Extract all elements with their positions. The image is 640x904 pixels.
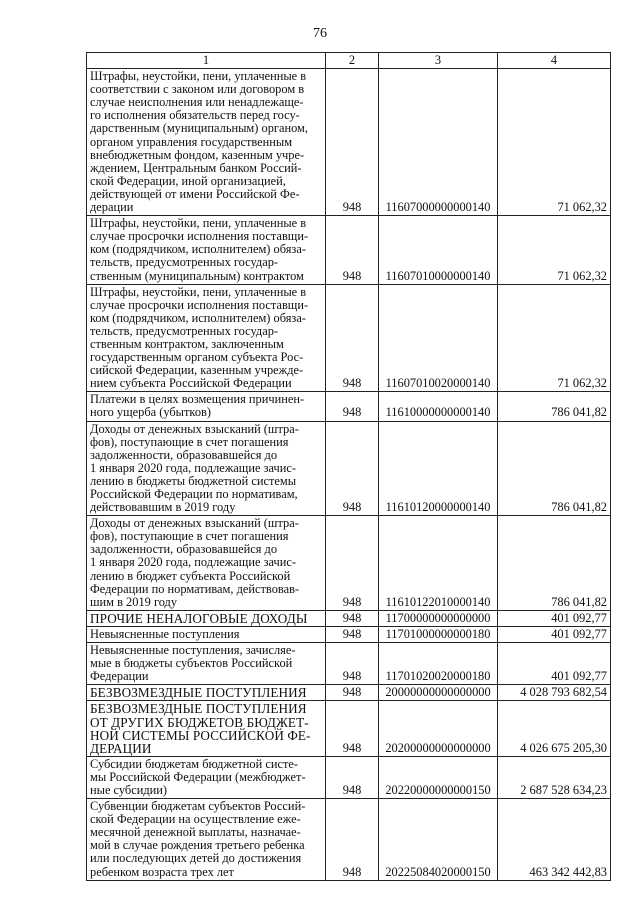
row-name: Штрафы, неустойки, пени, уплаченные в случае просрочки исполнения поставщи- ком (подрядчиком, исполнителем) обяза- тельств, предусмотренных государ- ственным (муниципальным) контрактом	[87, 216, 326, 284]
column-header: 2	[326, 53, 379, 69]
row-name: Субсидии бюджетам бюджетной систе- мы Российской Федерации (межбюджет- ные субсидии)	[87, 756, 326, 798]
row-name: Невыясненные поступления	[87, 626, 326, 642]
row-admin-code: 948	[326, 284, 379, 392]
row-name: Невыясненные поступления, зачисляе- мые в бюджеты субъектов Российской Федерации	[87, 643, 326, 685]
table-row	[87, 756, 611, 798]
row-budget-code: 20220000000000150	[379, 756, 498, 798]
table-row	[87, 626, 611, 642]
row-admin-code: 948	[326, 701, 379, 756]
row-name: БЕЗВОЗМЕЗДНЫЕ ПОСТУПЛЕНИЯ	[87, 685, 326, 701]
row-name: Платежи в целях возмещения причинен- ного ущерба (убытков)	[87, 392, 326, 421]
row-budget-code: 11700000000000000	[379, 610, 498, 626]
row-name: БЕЗВОЗМЕЗДНЫЕ ПОСТУПЛЕНИЯ ОТ ДРУГИХ БЮДЖЕТОВ БЮДЖЕТ- НОЙ СИСТЕМЫ РОССИЙСКОЙ ФЕ- ДЕРАЦИИ	[87, 701, 326, 756]
row-amount: 4 026 675 205,30	[498, 701, 611, 756]
row-name: Субвенции бюджетам субъектов Россий- ской Федерации на осуществление еже- месячной денежной выплаты, назначае- мой в случае рождения третьего ребенка или последующих детей до достижения ребенком возраста трех лет	[87, 799, 326, 881]
row-admin-code: 948	[326, 643, 379, 685]
table-row	[87, 216, 611, 284]
table-row	[87, 643, 611, 685]
column-header: 3	[379, 53, 498, 69]
budget-table	[86, 52, 611, 881]
row-budget-code: 11610000000000140	[379, 392, 498, 421]
page-number: 76	[313, 26, 327, 41]
row-amount: 2 687 528 634,23	[498, 756, 611, 798]
row-amount: 71 062,32	[498, 216, 611, 284]
row-amount: 401 092,77	[498, 610, 611, 626]
column-number-row	[87, 53, 611, 69]
row-amount: 463 342 442,83	[498, 799, 611, 881]
row-amount: 71 062,32	[498, 69, 611, 216]
row-admin-code: 948	[326, 421, 379, 516]
row-name: Штрафы, неустойки, пени, уплаченные в соответствии с законом или договором в случае неисполнения или ненадлежаще- го исполнения обязательств перед госу- дарственным (муниципальным) органом, органом управления государственным внебюджетным фондом, казенным учре- ждением, Центральным банком Россий- ской Федерации, иной организацией, действующей от имени Российской Фе- дерации	[87, 69, 326, 216]
row-budget-code: 11610122010000140	[379, 516, 498, 611]
row-budget-code: 11607000000000140	[379, 69, 498, 216]
row-budget-code: 11701020020000180	[379, 643, 498, 685]
table-row	[87, 685, 611, 701]
table-row	[87, 69, 611, 216]
row-budget-code: 20225084020000150	[379, 799, 498, 881]
row-budget-code: 11607010000000140	[379, 216, 498, 284]
row-name: ПРОЧИЕ НЕНАЛОГОВЫЕ ДОХОДЫ	[87, 610, 326, 626]
row-name: Штрафы, неустойки, пени, уплаченные в случае просрочки исполнения поставщи- ком (подрядчиком, исполнителем) обяза- тельств, предусмотренных государ- ственным контрактом, заключенным государственным органом субъекта Рос- сийской Федерации, казенным учрежде- нием субъекта Российской Федерации	[87, 284, 326, 392]
row-amount: 71 062,32	[498, 284, 611, 392]
table-row	[87, 392, 611, 421]
row-budget-code: 11607010020000140	[379, 284, 498, 392]
table-row	[87, 516, 611, 611]
row-budget-code: 20200000000000000	[379, 701, 498, 756]
row-admin-code: 948	[326, 392, 379, 421]
row-name: Доходы от денежных взысканий (штра- фов), поступающие в счет погашения задолженности, образовавшейся до 1 января 2020 года, подлежащие зачис- лению в бюджет субъекта Российской Федерации по нормативам, действовав- шим в 2019 году	[87, 516, 326, 611]
row-budget-code: 20000000000000000	[379, 685, 498, 701]
row-admin-code: 948	[326, 756, 379, 798]
row-admin-code: 948	[326, 216, 379, 284]
table-row	[87, 799, 611, 881]
row-admin-code: 948	[326, 799, 379, 881]
row-amount: 786 041,82	[498, 421, 611, 516]
row-budget-code: 11610120000000140	[379, 421, 498, 516]
table-body	[87, 69, 611, 881]
row-admin-code: 948	[326, 516, 379, 611]
row-admin-code: 948	[326, 626, 379, 642]
row-admin-code: 948	[326, 69, 379, 216]
row-amount: 786 041,82	[498, 392, 611, 421]
row-admin-code: 948	[326, 685, 379, 701]
table-row	[87, 610, 611, 626]
row-admin-code: 948	[326, 610, 379, 626]
row-amount: 4 028 793 682,54	[498, 685, 611, 701]
row-budget-code: 11701000000000180	[379, 626, 498, 642]
table-row	[87, 421, 611, 516]
table-row	[87, 701, 611, 756]
column-header: 1	[87, 53, 326, 69]
table-row	[87, 284, 611, 392]
row-name: Доходы от денежных взысканий (штра- фов), поступающие в счет погашения задолженности, образовавшейся до 1 января 2020 года, подлежащие зачис- лению в бюджеты бюджетной системы Российской Федерации по нормативам, действовавшим в 2019 году	[87, 421, 326, 516]
row-amount: 786 041,82	[498, 516, 611, 611]
row-amount: 401 092,77	[498, 643, 611, 685]
column-header: 4	[498, 53, 611, 69]
row-amount: 401 092,77	[498, 626, 611, 642]
